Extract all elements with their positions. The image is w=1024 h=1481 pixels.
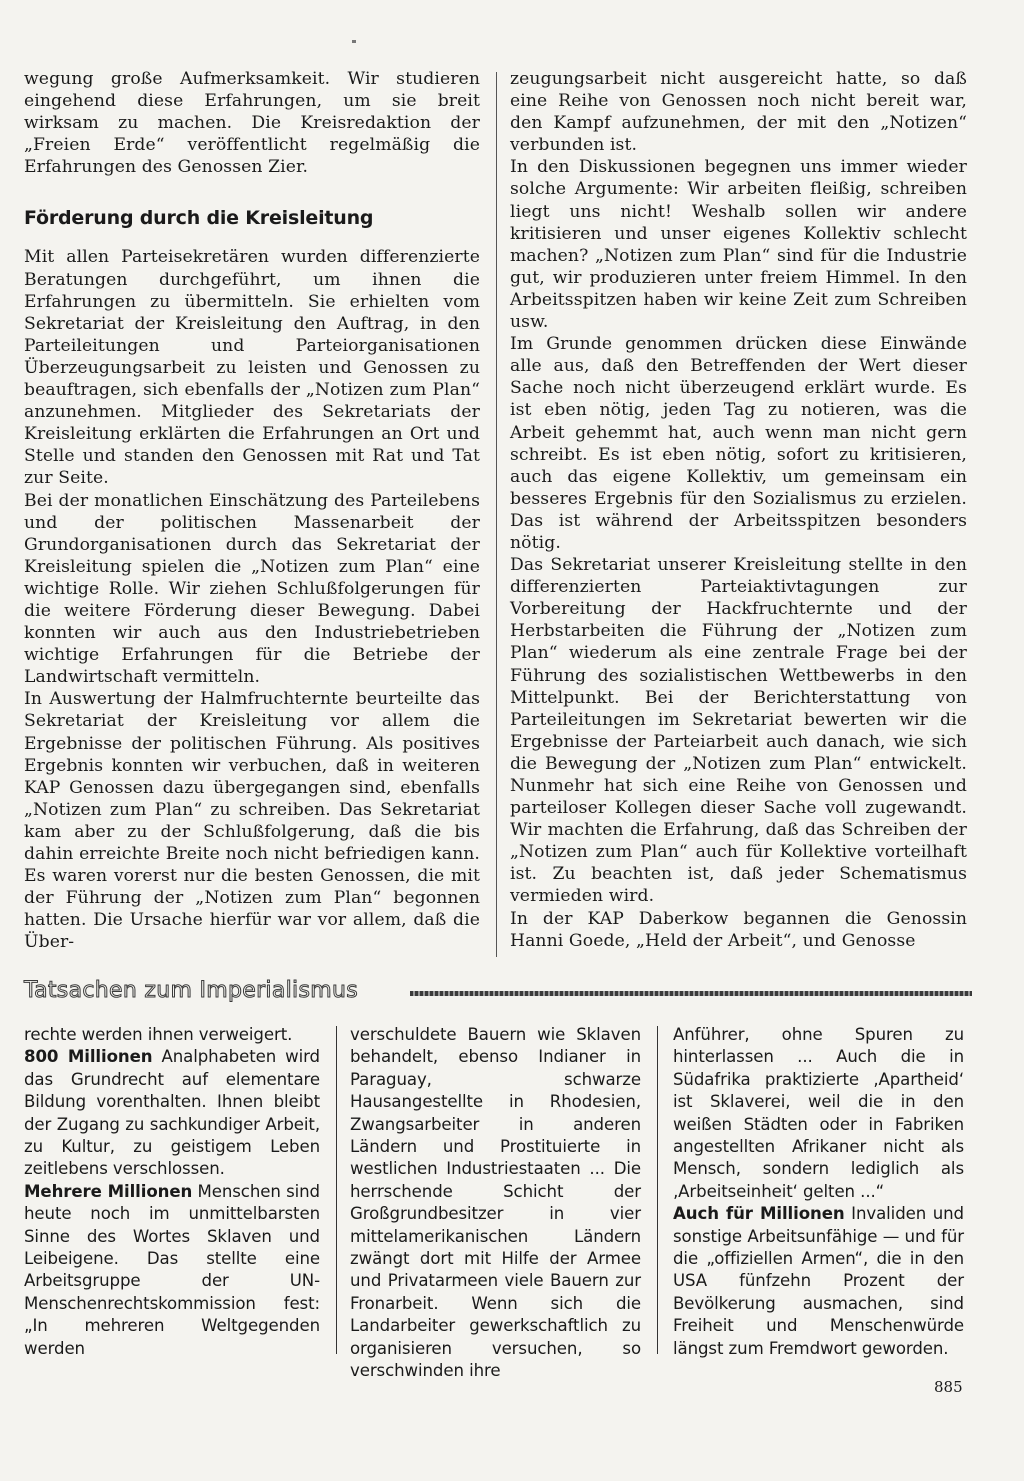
article-paragraph: Mit allen Parteisekretären wurden differenzierte Beratungen durchgeführt, um ihnen die Erfahrungen zu übermitteln. Sie erhielten vom Sekretariat der Kreisleitung den Auftrag, in den Parteileitungen und Parteiorganisationen Überzeugungsarbeit zu leisten und Genossen zu beauftragen, sich ebenfalls der „Notizen zum Plan“ anzunehmen. Mitglieder des Sekretariats der Kreisleitung erklärten die Erfahrungen an Ort und Stelle und standen den Genossen mit Rat und Tat zur Seite. (24, 247, 480, 489)
box-paragraph (673, 1024, 964, 1203)
box-lead: Auch für Millionen (673, 1204, 845, 1224)
box-text: Invaliden und sonstige Arbeitsunfähige — und für die „offiziellen Armen“, die in den USA fünfzehn Prozent der Bevölkerung ausmachen, sind Freiheit und Menschenwürde längst zum Fremdwort geworden. (673, 1204, 964, 1358)
box-text: rechte werden ihnen verweigert. (24, 1025, 293, 1044)
scan-mark (352, 40, 356, 43)
section-heading: Förderung durch die Kreisleitung (24, 207, 374, 230)
article-paragraph: zeugungsarbeit nicht ausgereicht hatte, so daß eine Reihe von Genossen noch nicht bereit war, den Kampf aufzunehmen, der mit den „Notizen“ verbunden ist. (510, 69, 967, 156)
box-lead: Mehrere Millionen (24, 1181, 193, 1201)
article-paragraph: In den Diskussionen begegnen uns immer wieder solche Argumente: Wir arbeiten fleißig, schreiben liegt uns nicht! Weshalb sollen wir andere kritisieren und unser eigenes Kollektiv schlecht machen? „Notizen zum Plan“ sind für die Industrie gut, wir produzieren unter freiem Himmel. In den Arbeitsspitzen haben wir keine Zeit zum Schreiben usw. (510, 157, 967, 333)
article-paragraph: wegung große Aufmerksamkeit. Wir studieren eingehend diese Erfahrungen, um sie breit wirksam zu machen. Die Kreisredaktion der „Freien Erde“ veröffentlicht regelmäßig die Erfahrungen des Genossen Zier. (24, 69, 480, 178)
column-divider (496, 72, 497, 957)
box-text: verschuldete Bauern wie Sklaven behandelt, ebenso Indianer in Paraguay, schwarze Hausangestellte in Rhodesien, Zwangsarbeiter in anderen Ländern und Prostituierte in westlichen Industriestaaten ... Die herrschende Schicht der Großgrundbesitzer in vier mittelamerikanischen Ländern zwängt dort mit Hilfe der Armee und Privatarmeen viele Bauern zur Fronarbeit. Wenn sich die Landarbeiter gewerkschaftlich zu organisieren versuchen, so verschwinden ihre (350, 1025, 641, 1381)
article-paragraph: In der KAP Daberkow begannen die Genossin Hanni Goede, „Held der Arbeit“, und Genosse (510, 908, 967, 951)
box-column-2 (350, 1024, 641, 1383)
box-text: Analphabeten wird das Grundrecht auf elementare Bildung vorenthalten. Ihnen bleibt der Zugang zu sachkundiger Arbeit, zu Kultur, zu geistigem Leben zeitlebens verschlossen. (24, 1047, 320, 1179)
banner-rule (410, 991, 972, 996)
box-lead: 800 Millionen (24, 1047, 153, 1067)
box-paragraph (673, 1203, 964, 1360)
box-paragraph (24, 1046, 320, 1180)
box-column-1 (24, 1024, 320, 1360)
article-left-column (24, 68, 480, 953)
box-paragraph (350, 1024, 641, 1383)
article-right-column (510, 68, 967, 952)
article-paragraph: Bei der monatlichen Einschätzung des Parteilebens und der politischen Massenarbeit der Grundorganisationen durch das Sekretariat der Kreisleitung spielen die „Notizen zum Plan“ eine wichtige Rolle. Wir ziehen Schlußfolgerungen für die weitere Förderung dieser Bewegung. Dabei konnten wir auch aus den Industriebetrieben wichtige Erfahrungen für die Betriebe der Landwirtschaft vermitteln. (24, 490, 480, 688)
article-paragraph: In Auswertung der Halmfruchternte beurteilte das Sekretariat der Kreisleitung vor allem die Ergebnisse der politischen Führung. Als positives Ergebnis konnten wir verbuchen, daß in weiteren KAP Genossen dazu übergegangen sind, ebenfalls „Notizen zum Plan“ zu schreiben. Das Sekretariat kam aber zu der Schlußfolgerung, daß die bis dahin erreichte Breite noch nicht befriedigen kann. Es waren vorerst nur die besten Genossen, die mit der Führung der „Notizen zum Plan“ begonnen hatten. Die Ursache hierfür war vor allem, daß die Über- (24, 689, 480, 953)
box-paragraph (24, 1024, 320, 1046)
article-paragraph: Das Sekretariat unserer Kreisleitung stellte in den differenzierten Parteiaktivtagungen zur Vorbereitung der Hackfruchternte und der Herbstarbeiten die Führung der „Notizen zum Plan“ wiederum als eine zentrale Frage bei der Führung des sozialistischen Wettbewerbs in den Mittelpunkt. Bei der Berichterstattung von Parteileitungen im Sekretariat bewerten wir die Ergebnisse der Parteiarbeit auch danach, wie sich die Bewegung der „Notizen zum Plan“ entwickelt. Nunmehr hat sich eine Reihe von Genossen und parteiloser Kollegen dieser Sache voll zugewandt. Wir machten die Erfahrung, daß das Schreiben der „Notizen zum Plan“ auch für Kollektive vorteilhaft ist. Zu beachten ist, daß jeder Schematismus vermieden wird. (510, 555, 967, 907)
box-paragraph (24, 1181, 320, 1360)
box-banner (24, 977, 972, 1007)
page-number: 885 (934, 1378, 963, 1396)
box-column-divider (657, 1026, 658, 1354)
box-title: Tatsachen zum Imperialismus (24, 978, 358, 1003)
box-column-3 (673, 1024, 964, 1360)
article-paragraph: Im Grunde genommen drücken diese Einwände alle aus, daß den Betreffenden der Wert dieser Sache noch nicht überzeugend erklärt wurde. Es ist eben nötig, jeden Tag zu notieren, was die Arbeit gehemmt hat, auch wenn man nicht gern schreibt. Es ist eben nötig, sofort zu kritisieren, auch das eigene Kollektiv, um gemeinsam ein besseres Ergebnis für den Sozialismus zu erzielen. Das ist während der Arbeitsspitzen besonders nötig. (510, 334, 967, 553)
box-text: Anführer, ohne Spuren zu hinterlassen ... Auch die in Südafrika praktizierte ‚Apartheid‘ ist Sklaverei, weil die in den weißen Städten oder in Fabriken angestellten Afrikaner nicht als Mensch, sondern lediglich als ‚Arbeitseinheit‘ gelten ...“ (673, 1025, 964, 1201)
box-column-divider (336, 1026, 337, 1354)
box-text: Menschen sind heute noch im unmittelbarsten Sinne des Wortes Sklaven und Leibeigene. Das stellte eine Arbeitsgruppe der UN-Menschenrechtskommission fest: „In mehreren Weltgegenden werden (24, 1181, 320, 1358)
